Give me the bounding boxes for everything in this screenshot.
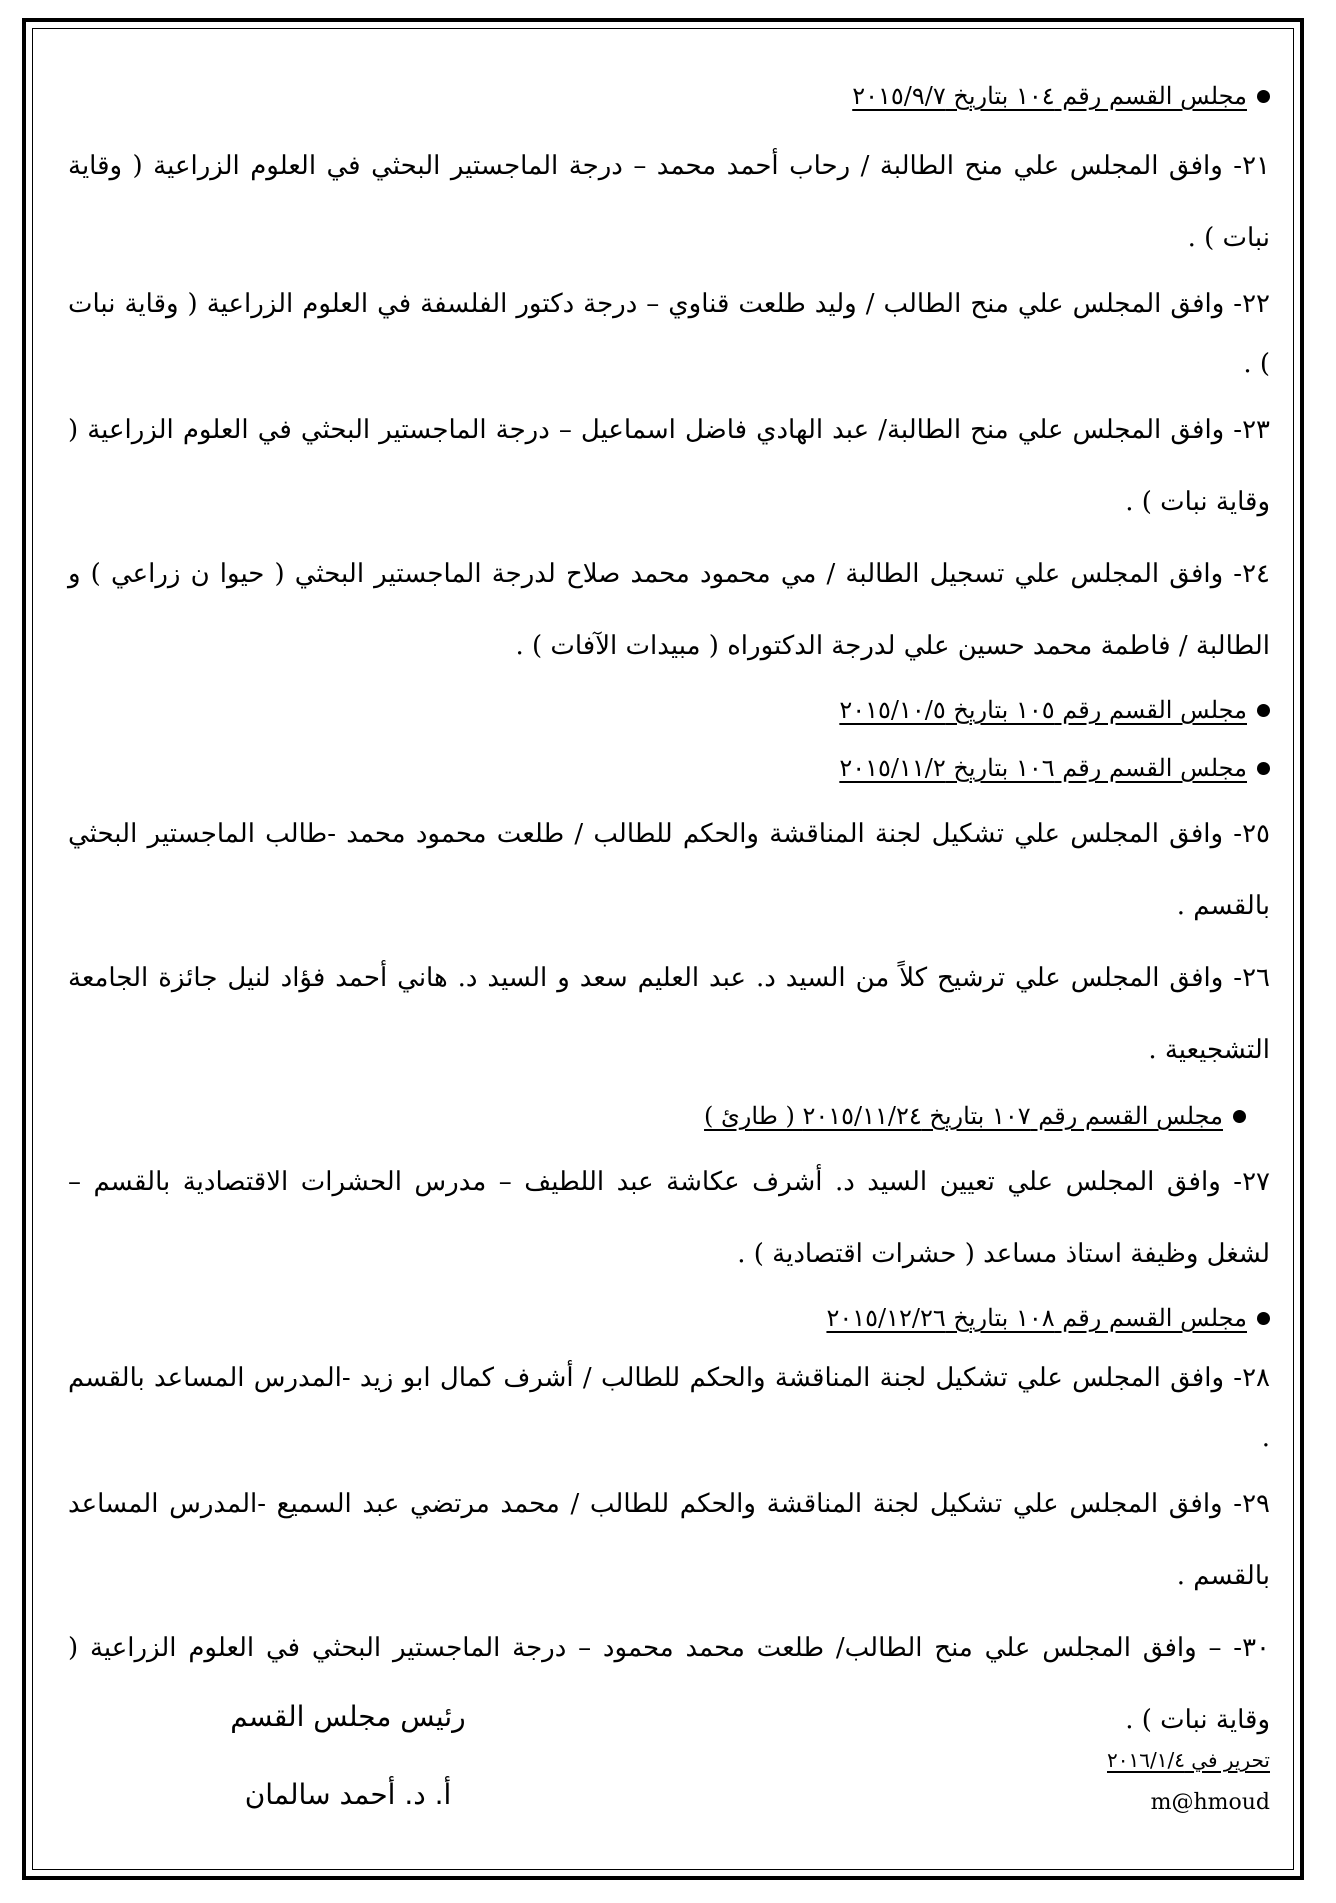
signature-block — [68, 1700, 1270, 1850]
minute-item: ٣٠- – وافق المجلس علي منح الطالب/ طلعت محمد محمود – درجة الماجستير البحثي في العلوم الزراعية ( وقاية نبات ) . — [68, 1633, 1270, 1735]
minute-item: ٢٧- وافق المجلس علي تعيين السيد د. أشرف عكاشة عبد اللطيف – مدرس الحشرات الاقتصادية بالقسم – لشغل وظيفة استاذ مساعد ( حشرات اقتصادية ) . — [68, 1167, 1270, 1269]
minute-item: ٢١- وافق المجلس علي منح الطالبة / رحاب أحمد محمد – درجة الماجستير البحثي في العلوم الزراعية ( وقاية نبات ) . — [68, 151, 1270, 253]
chair-name: أ. د. أحمد سالمان — [244, 1778, 452, 1811]
section-heading: مجلس القسم رقم ١٠٧ بتاريخ ٢٠١٥/١١/٢٤ ( طارئ ) — [68, 1096, 1270, 1136]
bullet-icon — [1233, 1110, 1246, 1123]
section-heading: مجلس القسم رقم ١٠٥ بتاريخ ٢٠١٥/١٠/٥ — [68, 690, 1270, 730]
minute-item: ٢٦- وافق المجلس علي ترشيح كلاً من السيد د. عبد العليم سعد و السيد د. هاني أحمد فؤاد لنيل جائزة الجامعة التشجيعية . — [68, 963, 1270, 1065]
section-heading: مجلس القسم رقم ١٠٨ بتاريخ ٢٠١٥/١٢/٢٦ — [68, 1298, 1270, 1338]
section-heading: مجلس القسم رقم ١٠٦ بتاريخ ٢٠١٥/١١/٢ — [68, 748, 1270, 788]
section-heading: مجلس القسم رقم ١٠٤ بتاريخ ٢٠١٥/٩/٧ — [68, 76, 1270, 116]
minute-item: ٢٨- وافق المجلس علي تشكيل لجنة المناقشة والحكم للطالب / أشرف كمال ابو زيد -المدرس المساعد بالقسم . — [68, 1363, 1270, 1453]
author-mark: m@hmoud — [1150, 1790, 1270, 1815]
document-body — [68, 60, 1270, 1756]
issue-date: تحرير في ٢٠١٦/١/٤ — [1107, 1748, 1270, 1772]
bullet-icon — [1257, 704, 1270, 717]
minute-item: ٢٩- وافق المجلس علي تشكيل لجنة المناقشة والحكم للطالب / محمد مرتضي عبد السميع -المدرس المساعد بالقسم . — [68, 1489, 1270, 1591]
minute-item: ٢٣- وافق المجلس علي منح الطالبة/ عبد الهادي فاضل اسماعيل – درجة الماجستير البحثي في العلوم الزراعية ( وقاية نبات ) . — [68, 415, 1270, 517]
bullet-icon — [1257, 762, 1270, 775]
minute-item: ٢٥- وافق المجلس علي تشكيل لجنة المناقشة والحكم للطالب / طلعت محمود محمد -طالب الماجستير البحثي بالقسم . — [68, 819, 1270, 921]
chair-title: رئيس مجلس القسم — [230, 1700, 466, 1733]
minute-item: ٢٢- وافق المجلس علي منح الطالب / وليد طلعت قناوي – درجة دكتور الفلسفة في العلوم الزراعية ( وقاية نبات ) . — [68, 289, 1270, 379]
bullet-icon — [1257, 90, 1270, 103]
minute-item: ٢٤- وافق المجلس علي تسجيل الطالبة / مي محمود محمد صلاح لدرجة الماجستير البحثي ( حيوا ن زراعي ) و الطالبة / فاطمة محمد حسين علي لدرجة الدكتوراه ( مبيدات الآفات ) . — [68, 559, 1270, 661]
bullet-icon — [1257, 1312, 1270, 1325]
